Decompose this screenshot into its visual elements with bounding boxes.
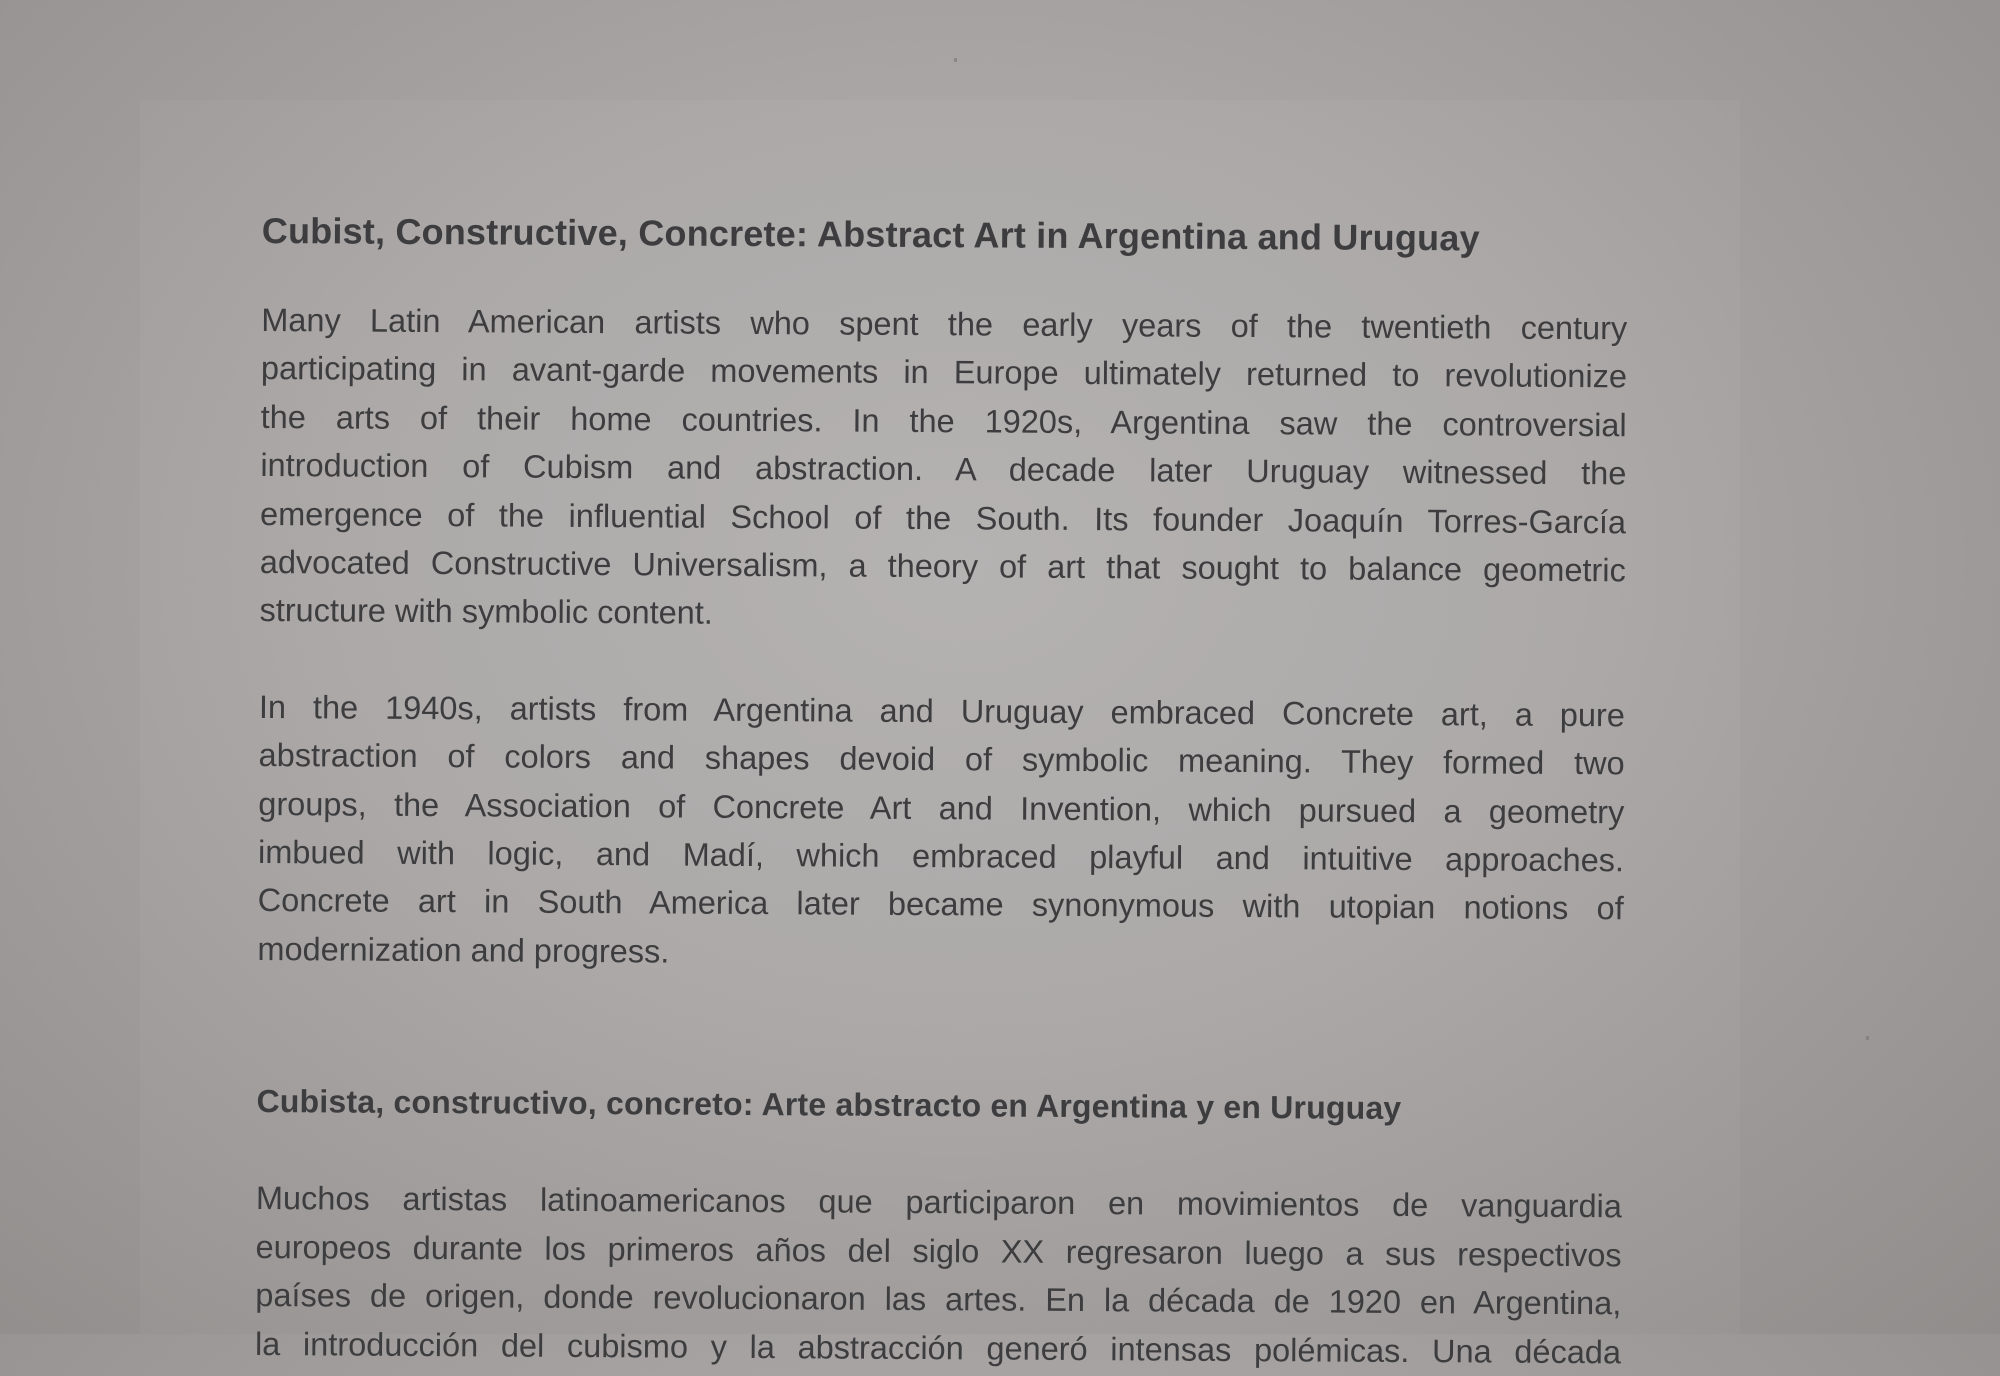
text-line: Many Latin American artists who spent the early years of the twentieth century [261, 301, 1628, 347]
text-line: modernization and progress. [257, 930, 670, 970]
text-line: advocated Constructive Universalism, a theory of art that sought to balance geometric [259, 544, 1626, 589]
english-title: Cubist, Constructive, Concrete: Abstract Art in Argentina and Uruguay [261, 209, 1480, 259]
text-line: groups, the Association of Concrete Art and Invention, which pursued a geometry [258, 785, 1625, 830]
text-line: the arts of their home countries. In the 1920s, Argentina saw the controversial [260, 398, 1627, 444]
text-line: participating in avant-garde movements in Europe ultimately returned to revolutionize [260, 350, 1628, 395]
wall-speck [1866, 1036, 1869, 1040]
text-line: países de origen, donde revolucionaron las artes. En la década de 1920 en Argentina, [255, 1277, 1622, 1322]
english-paragraph-1 [259, 296, 1627, 643]
text-line: europeos durante los primeros años del siglo XX regresaron luego a sus respectivos [255, 1228, 1622, 1274]
text-line: introduction of Cubism and abstraction. A decade later Uruguay witnessed the [260, 447, 1627, 492]
spanish-title: Cubista, constructivo, concreto: Arte abstracto en Argentina y en Uruguay [256, 1083, 1402, 1127]
text-line: Concrete art in South America later became synonymous with utopian notions of [257, 882, 1624, 927]
text-line: abstraction of colors and shapes devoid of symbolic meaning. They formed two [258, 737, 1625, 782]
text-line: la introducción del cubismo y la abstracción generó intensas polémicas. Una década [254, 1325, 1622, 1370]
text-line: In the 1940s, artists from Argentina and Uruguay embraced Concrete art, a pure [258, 688, 1626, 734]
text-line: structure with symbolic content. [259, 592, 713, 632]
text-line: imbued with logic, and Madí, which embraced playful and intuitive approaches. [257, 834, 1625, 879]
english-paragraph-2 [257, 683, 1625, 982]
text-line: Muchos artistas latinoamericanos que participaron en movimientos de vanguardia [255, 1180, 1623, 1225]
text-line: emergence of the influential School of the South. Its founder Joaquín Torres-García [259, 495, 1627, 540]
spanish-paragraph-1 [255, 1174, 1622, 1376]
wall-speck [954, 58, 957, 62]
exhibition-wall-text [255, 203, 1628, 1376]
